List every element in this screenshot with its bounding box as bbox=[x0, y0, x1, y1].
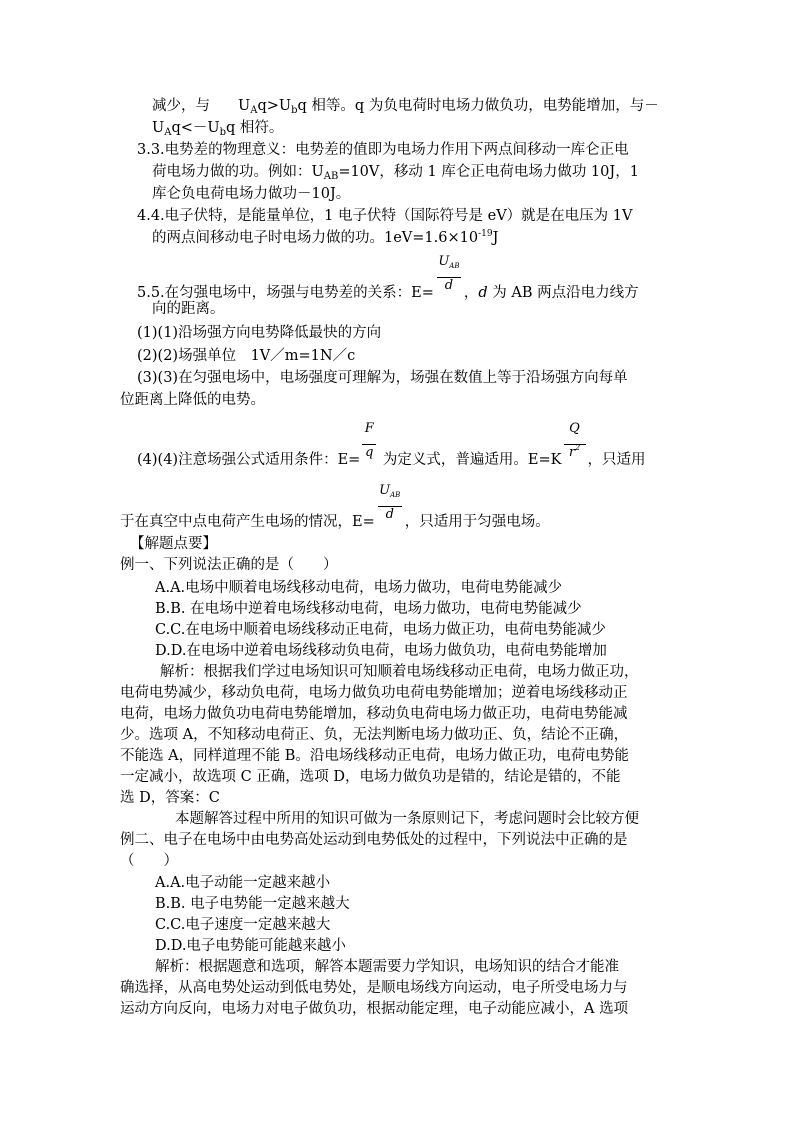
text-run: q<－U bbox=[171, 120, 220, 136]
option-item: B.B. 在电场中逆着电场线移动电荷，电场力做功，电荷电势能减少 bbox=[155, 601, 582, 617]
text-run: J bbox=[492, 230, 499, 246]
text-line: 确选择，从高电势处运动到低电势处，是顺电场线方向运动，电子所受电场力与 bbox=[120, 980, 628, 996]
text-run: q 相等。q 为负电荷时电场力做负功，电势能增加，与－ bbox=[297, 98, 659, 114]
fraction-f-over-q bbox=[360, 421, 378, 464]
fraction-uab-over-d bbox=[375, 483, 405, 526]
formula-text: r bbox=[568, 445, 576, 460]
subscript: b bbox=[219, 127, 227, 138]
text-run: ， bbox=[463, 285, 479, 301]
text-line: 解析：根据题意和选项，解答本题需要力学知识，电场知识的结合才能准 bbox=[155, 959, 619, 975]
text-line: (3)(3)在匀强电场中，电场强度可理解为，场强在数值上等于沿场强方向每单 bbox=[137, 370, 628, 386]
text-line bbox=[152, 117, 283, 141]
formula-superscript: 2 bbox=[575, 443, 581, 452]
text-line: (2)(2)场强单位 1V／m=1N／c bbox=[137, 348, 356, 364]
text-run: 减少，与 bbox=[152, 98, 210, 114]
text-run: ，只适用 bbox=[587, 452, 646, 468]
option-item: D.D.电子电势能可能越来越小 bbox=[155, 938, 346, 954]
text-run: q>U bbox=[257, 98, 292, 114]
text-line bbox=[152, 161, 639, 185]
superscript: -19 bbox=[478, 229, 493, 239]
text-line: 位距离上降低的电势。 bbox=[120, 392, 265, 408]
text-line: (1)(1)沿场强方向电势降低最快的方向 bbox=[137, 325, 382, 341]
subscript: A bbox=[250, 105, 258, 116]
option-item: D.D.在电场中逆着电场线移动负电荷，电场力做负功，电荷电势能增加 bbox=[155, 643, 607, 659]
formula-subscript: AB bbox=[390, 491, 401, 499]
text-run: (4)(4)注意场强公式适用条件：E= bbox=[137, 452, 361, 468]
text-line: 3.3.电势差的物理意义：电势差的值即为电场力作用下两点间移动一库仑正电 bbox=[137, 142, 629, 158]
text-line: 向的距离。 bbox=[152, 301, 225, 317]
text-run: 荷电场力做的功。例如：U bbox=[152, 164, 324, 180]
formula-text: q bbox=[365, 445, 374, 460]
text-line: 4.4.电子伏特，是能量单位，1 电子伏特（国际符号是 eV）就是在电压为 1V bbox=[137, 208, 633, 224]
text-line: 解析：根据我们学过电场知识可知顺着电场线移动正电荷，电场力做正功， bbox=[160, 664, 639, 680]
text-run: d bbox=[478, 285, 488, 301]
option-item: C.C.在电场中顺着电场线移动正电荷，电场力做正功，电荷电势能减少 bbox=[155, 622, 606, 638]
text-run: ，只适用于匀强电场。 bbox=[404, 514, 550, 530]
text-run: U bbox=[238, 98, 251, 114]
formula-text: U bbox=[438, 254, 450, 269]
section-heading: 【解题点要】 bbox=[130, 536, 217, 552]
text-line bbox=[152, 227, 498, 251]
text-line: 本题解答过程中所用的知识可做为一条原则记下，考虑问题时会比较方便 bbox=[175, 811, 639, 827]
text-run: 5.5.在匀强电场中，场强与电势差的关系：E= bbox=[137, 285, 434, 301]
text-line: 电荷，电场力做负功电荷电势能增加，移动负电荷电场力做正功，电荷电势能减 bbox=[120, 706, 628, 722]
formula-text: Q bbox=[569, 421, 580, 436]
text-line: 库仑负电荷电场力做功－10J。 bbox=[152, 186, 351, 202]
question-stem: 例二、电子在电场中由电势高处运动到电势低处的过程中，下列说法中正确的是 bbox=[120, 832, 628, 848]
text-line bbox=[152, 95, 659, 119]
text-line: 运动方向反向，电场力对电子做负功，根据动能定理，电子动能应减小，A 选项 bbox=[120, 1001, 629, 1017]
text-line bbox=[120, 483, 550, 533]
formula-text: F bbox=[364, 421, 374, 436]
text-run: 于在真空中点电荷产生电场的情况，E= bbox=[120, 514, 375, 530]
text-run: 为 AB 两点沿电力线方 bbox=[487, 285, 639, 301]
text-run: =10V，移动 1 库仑正电荷电场力做功 10J，1 bbox=[338, 164, 639, 180]
text-run: 的两点间移动电子时电场力做的功。1eV=1.6×10 bbox=[152, 230, 479, 246]
text-line: 一定减小，故选项 C 正确，选项 D，电场力做负功是错的，结论是错的，不能 bbox=[120, 769, 621, 785]
formula-subscript: AB bbox=[449, 262, 460, 270]
subscript: AB bbox=[323, 171, 339, 182]
text-line bbox=[137, 421, 646, 471]
option-item: A.A.电子动能一定越来越小 bbox=[155, 875, 331, 891]
text-line: （ ） bbox=[120, 853, 178, 869]
text-run: q 相符。 bbox=[226, 120, 284, 136]
text-line: 选 D，答案：C bbox=[120, 790, 220, 806]
formula-text: U bbox=[379, 483, 391, 498]
text-line: 电荷电势减少，移动负电荷，电场力做负功电荷电势能增加；逆着电场线移动正 bbox=[120, 685, 628, 701]
fraction-q-over-r2 bbox=[562, 421, 588, 464]
subscript: A bbox=[164, 127, 172, 138]
option-item: C.C.电子速度一定越来越大 bbox=[155, 917, 331, 933]
subscript: b bbox=[291, 105, 298, 116]
text-line: 少。选项 A，不知移动电荷正、负，无法判断电场力做功正、负，结论不正确， bbox=[120, 727, 629, 743]
text-run: U bbox=[152, 120, 165, 136]
fraction-uab-over-d bbox=[434, 254, 464, 297]
formula-text: d bbox=[385, 507, 394, 522]
option-item: B.B. 电子电势能一定越来越大 bbox=[155, 896, 350, 912]
text-line: 不能选 A，同样道理不能 B。沿电场线移动正电荷，电场力做正功，电荷电势能 bbox=[120, 748, 629, 764]
question-stem: 例一、下列说法正确的是（ ） bbox=[120, 557, 338, 573]
text-run: 为定义式，普遍适用。E=K bbox=[378, 452, 562, 468]
option-item: A.A.电场中顺着电场线移动电荷，电场力做功，电荷电势能减少 bbox=[155, 580, 563, 596]
formula-text: d bbox=[444, 278, 454, 293]
